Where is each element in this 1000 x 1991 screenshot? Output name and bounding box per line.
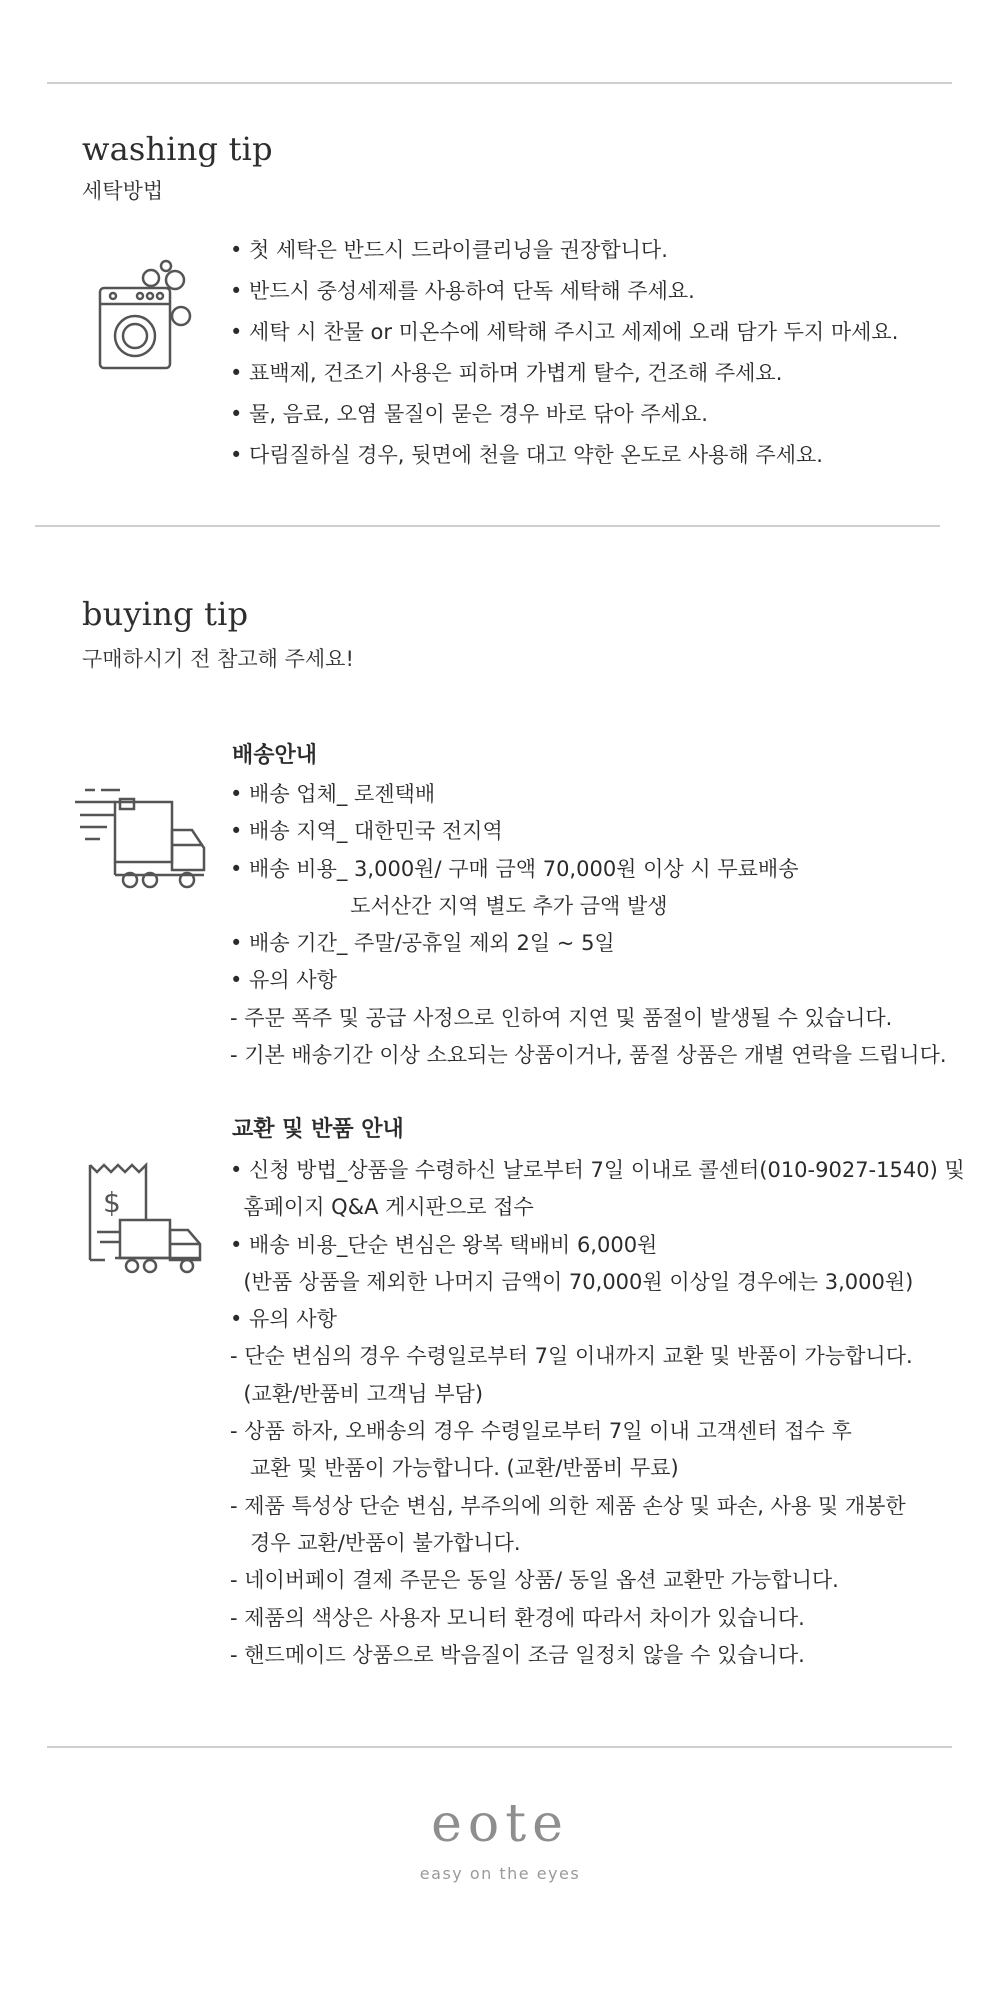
shipping-info <box>230 776 947 1074</box>
divider-bottom <box>47 1746 952 1748</box>
list-item: • 배송 비용_단순 변심은 왕복 택배비 6,000원 <box>230 1232 658 1257</box>
list-item: - 핸드메이드 상품으로 박음질이 조금 일정치 않을 수 있습니다. <box>230 1642 805 1667</box>
list-item: 교환 및 반품이 가능합니다. (교환/반품비 무료) <box>230 1456 679 1481</box>
svg-text:$: $ <box>103 1186 121 1219</box>
list-item: (반품 상품을 제외한 나머지 금액이 70,000원 이상일 경우에는 3,000원) <box>230 1269 914 1294</box>
list-item: • 배송 업체_ 로젠택배 <box>230 782 436 806</box>
list-item: • 배송 기간_ 주말/공휴일 제외 2일 ~ 5일 <box>230 931 615 956</box>
list-item: • 배송 비용_ 3,000원/ 구매 금액 70,000원 이상 시 무료배송 <box>230 856 799 881</box>
delivery-truck-icon <box>75 785 210 899</box>
list-item: • 반드시 중성세제를 사용하여 단독 세탁해 주세요. <box>230 279 695 303</box>
washing-tip-subtitle: 세탁방법 <box>82 179 164 203</box>
list-item: • 배송 지역_ 대한민국 전지역 <box>230 819 503 844</box>
washing-machine-icon <box>95 258 195 377</box>
buying-tip-title: buying tip <box>82 595 249 633</box>
washing-tip-title: washing tip <box>82 130 273 168</box>
buying-tip-subtitle: 구매하시기 전 참고해 주세요! <box>82 647 354 671</box>
shipping-heading: 배송안내 <box>232 743 318 768</box>
exchange-info <box>230 1152 965 1674</box>
list-item: - 네이버페이 결제 주문은 동일 상품/ 동일 옵션 교환만 가능합니다. <box>230 1568 839 1593</box>
list-item: - 주문 폭주 및 공급 사정으로 인하여 지연 및 품절이 발생될 수 있습니다. <box>230 1005 893 1030</box>
washing-instructions <box>230 230 898 476</box>
brand-logo: eote <box>431 1794 569 1854</box>
list-item: • 물, 음료, 오염 물질이 묻은 경우 바로 닦아 주세요. <box>230 402 708 426</box>
list-item: 홈페이지 Q&A 게시판으로 접수 <box>230 1195 534 1220</box>
list-item: • 유의 사항 <box>230 968 337 993</box>
list-item: 도서산간 지역 별도 추가 금액 발생 <box>230 893 668 918</box>
list-item: • 표백제, 건조기 사용은 피하며 가볍게 탈수, 건조해 주세요. <box>230 361 783 385</box>
list-item: (교환/반품비 고객님 부담) <box>230 1381 484 1406</box>
list-item: • 신청 방법_상품을 수령하신 날로부터 7일 이내로 콜센터(010-9027-1540) 및 <box>230 1158 965 1182</box>
divider-middle <box>35 525 940 527</box>
list-item: - 제품의 색상은 사용자 모니터 환경에 따라서 차이가 있습니다. <box>230 1605 805 1630</box>
list-item: • 세탁 시 찬물 or 미온수에 세탁해 주시고 세제에 오래 담가 두지 마세요. <box>230 320 899 344</box>
list-item: • 첫 세탁은 반드시 드라이클리닝을 권장합니다. <box>230 238 668 262</box>
brand-tagline: easy on the eyes <box>419 1864 581 1883</box>
list-item: - 기본 배송기간 이상 소요되는 상품이거나, 품절 상품은 개별 연락을 드립니다. <box>230 1043 947 1068</box>
exchange-heading: 교환 및 반품 안내 <box>232 1117 404 1142</box>
list-item: • 유의 사항 <box>230 1307 337 1332</box>
divider-top <box>47 82 952 84</box>
list-item: 경우 교환/반품이 불가합니다. <box>230 1530 521 1555</box>
list-item: - 제품 특성상 단순 변심, 부주의에 의한 제품 손상 및 파손, 사용 및 개봉한 <box>230 1493 906 1518</box>
receipt-truck-icon <box>85 1160 210 1284</box>
list-item: - 상품 하자, 오배송의 경우 수령일로부터 7일 이내 고객센터 접수 후 <box>230 1419 852 1444</box>
list-item: • 다림질하실 경우, 뒷면에 천을 대고 약한 온도로 사용해 주세요. <box>230 443 823 467</box>
list-item: - 단순 변심의 경우 수령일로부터 7일 이내까지 교환 및 반품이 가능합니다. <box>230 1344 913 1369</box>
